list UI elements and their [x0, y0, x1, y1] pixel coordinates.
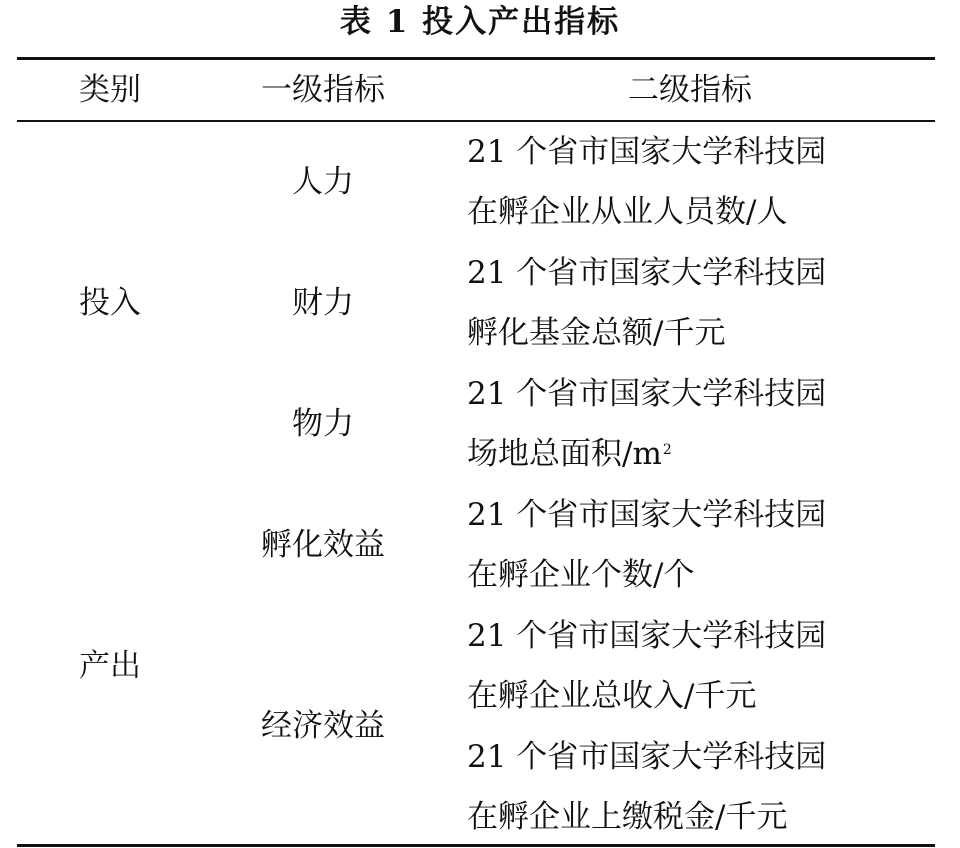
header-rule: [17, 120, 935, 122]
level2-material-unit: 场地总面积/m: [467, 436, 662, 472]
category-input: 投入: [79, 285, 141, 321]
level2-material-line2: [467, 434, 672, 474]
table-title: 表 1 投入产出指标: [339, 4, 621, 40]
level1-finance: 财力: [292, 285, 354, 321]
level2-manpower-line2: 在孵企业从业人员数/人: [467, 194, 788, 230]
bottom-rule: [17, 844, 935, 847]
level2-income-line2: 在孵企业总收入/千元: [467, 678, 757, 714]
superscript-two: 2: [662, 442, 672, 458]
category-output: 产出: [79, 648, 141, 684]
level1-incubation-benefit: 孵化效益: [261, 527, 385, 563]
header-category: 类别: [79, 72, 141, 108]
level2-incubation-count-line2: 在孵企业个数/个: [467, 557, 695, 593]
level2-income-line1: 21 个省市国家大学科技园: [467, 618, 827, 654]
level1-economic-benefit: 经济效益: [261, 708, 385, 744]
top-rule: [17, 57, 935, 60]
level2-tax-line2: 在孵企业上缴税金/千元: [467, 799, 788, 835]
header-level1: 一级指标: [261, 72, 385, 108]
level1-manpower: 人力: [292, 164, 354, 200]
level2-tax-line1: 21 个省市国家大学科技园: [467, 739, 827, 775]
level2-material-line1: 21 个省市国家大学科技园: [467, 376, 827, 412]
header-level2: 二级指标: [628, 72, 752, 108]
level2-finance-line1: 21 个省市国家大学科技园: [467, 255, 827, 291]
level2-manpower-line1: 21 个省市国家大学科技园: [467, 134, 827, 170]
level2-incubation-count-line1: 21 个省市国家大学科技园: [467, 497, 827, 533]
level2-finance-line2: 孵化基金总额/千元: [467, 315, 726, 351]
level1-material: 物力: [292, 406, 354, 442]
